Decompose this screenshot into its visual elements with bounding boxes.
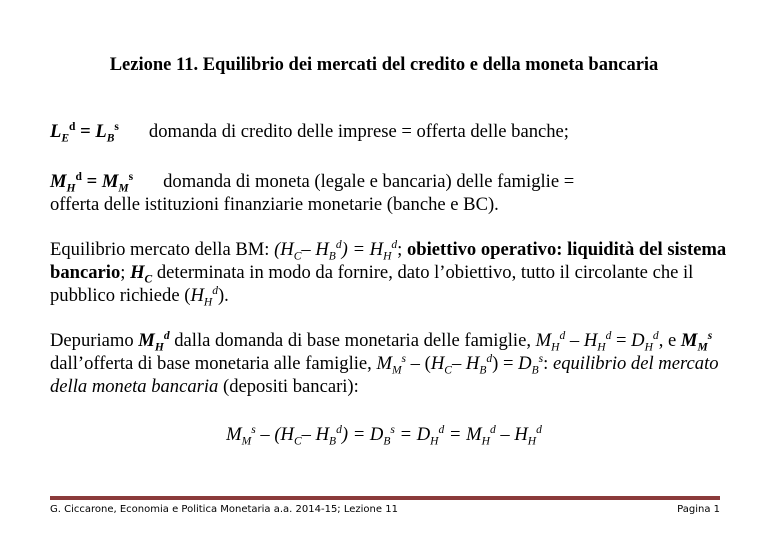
bank-money-equilibrium-equation: $M_M^s - (H_C-$ $H_B^d) = D_B^s = D_H^d = M_H^d - H_H^d$: [226, 423, 542, 448]
footer-course-info: G. Ciccarone, Economia e Politica Monetaria a.a. 2014-15; Lezione 11: [50, 504, 398, 515]
money-market-description-cont: offerta delle istituzioni finanziarie monetarie (banche e BC).: [50, 194, 499, 215]
credit-market-description: domanda di credito delle imprese = offerta delle banche;: [148, 121, 569, 142]
bank-money-equilibrium-label: equilibrio del mercato della moneta bancaria: [50, 353, 719, 397]
credit-market-equation: $L_E^d = L_B^s$ domanda di credito delle imprese = offerta delle banche;: [50, 120, 569, 145]
footer-divider: [50, 496, 720, 500]
page-number: Pagina 1: [677, 504, 720, 515]
page-title: Lezione 11. Equilibrio dei mercati del credito e della moneta bancaria: [109, 55, 659, 75]
operative-objective: obiettivo operativo: liquidità del sistema bancario: [50, 239, 727, 283]
bank-money-paragraph: Depuriamo $M_H^d$ dalla domanda di base monetaria delle famiglie, $M_H^d - H_H^d = D_H^d$, e $M_M^s$ dall’offerta di base monetaria alle famiglie, $M_M^s - (H_C-$ $H_B^d) = D_B^s$: equilibrio del mercato della moneta bancaria (depositi bancari):: [50, 329, 719, 397]
money-market-description: domanda di moneta (legale e bancaria) delle famiglie =: [163, 171, 575, 192]
money-market-equation: $M_H^d = M_M^s$ domanda di moneta (legale e bancaria) delle famiglie = offerta delle istituzioni finanziarie monetarie (banche e BC).: [50, 170, 575, 215]
base-money-equilibrium-paragraph: Equilibrio mercato della BM: ($H_C-$ $H_B^d) = H_H^d$; obiettivo operativo: liquidità del sistema bancario; $H_C$ determinata in modo da fornire, dato l’obiettivo, tutto il circolante che il pubblico richiede $(H_H^d)$.: [50, 238, 727, 309]
